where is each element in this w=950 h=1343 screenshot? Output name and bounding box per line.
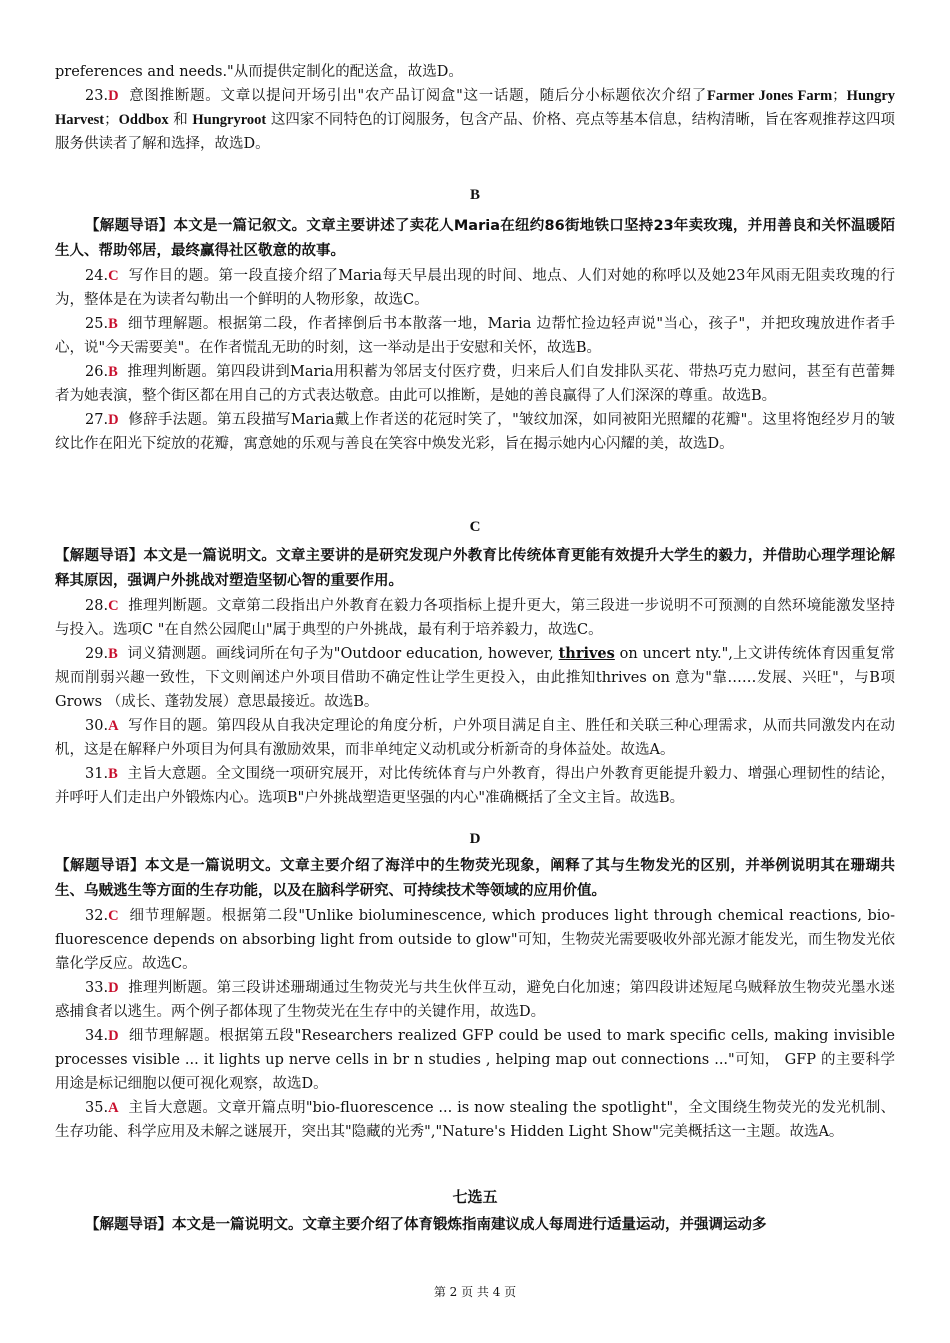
brand-name: Hungry Harvest [55,88,896,128]
answer-35 [55,1096,895,1144]
answer-33 [55,976,895,1024]
question-number: 31. [85,766,109,782]
answer-23 [55,84,895,156]
answer-section-d [55,827,895,1144]
answer-31 [55,762,895,810]
question-number: 28. [85,598,109,614]
section-guide: 【解题导语】本文是一篇记叙文。文章主要讲述了卖花人Maria在纽约86街地铁口坚持23年卖玫瑰，并用善良和关怀温暖陌生人、帮助邻居，最终赢得社区敬意的故事。 [55,218,895,259]
answer-section-a-end [55,60,895,156]
question-number: 35. [85,1100,109,1116]
separator: ； [832,88,847,104]
answer-section-seven-five [55,1186,895,1238]
separator: ； [104,112,119,128]
section-title: C [469,519,481,535]
answer-29 [55,642,895,714]
answer-section-c [55,515,895,810]
question-number: 26. [85,364,109,380]
answer-24 [55,264,895,312]
answer-letter: C [108,598,119,614]
answer-28 [55,594,895,642]
explanation-text: 写作目的题。第四段从自我决定理论的角度分析，户外项目满足自主、胜任和关联三种心理需求，从而共同激发内在动机，这是在解释户外项目为何具有激励效果，而非单纯定义动机或分析新奇的身体益处。故选A。 [55,718,895,758]
explanation-text: 意图推断题。文章以提问开场引出"农产品订阅盒"这一话题，随后分小标题依次介绍了 [129,88,707,104]
answer-letter: C [108,268,119,284]
answer-letter: B [108,316,118,332]
answer-letter: D [108,412,119,428]
explanation-text: 主旨大意题。文章开篇点明"bio-fluorescence ... is now stealing the spotlight"，全文围绕生物荧光的发光机制、生存功能、科学应用及未解之谜展开，突出其"隐藏的光秀","Nature's Hidden Light Show"完美概括这一主题。故选A。 [55,1100,896,1140]
section-title: 七选五 [452,1190,498,1206]
section-guide: 【解题导语】本文是一篇说明文。文章主要介绍了体育锻炼指南建议成人每周进行适量运动，并强调运动多 [85,1217,767,1233]
brand-name: Farmer Jones Farm [706,88,833,104]
continuation-line: preferences and needs."从而提供定制化的配送盒，故选D。 [55,64,463,80]
explanation-text: 推理判断题。第三段讲述珊瑚通过生物荧光与共生伙伴互动，避免白化加速；第四段讲述短尾乌贼释放生物荧光墨水迷惑捕食者以逃生。两个例子都体现了生物荧光在生存中的关键作用，故选D。 [55,980,895,1020]
question-number: 30. [85,718,109,734]
answer-34 [55,1024,895,1096]
question-number: 24. [85,268,109,284]
question-number: 34. [85,1028,109,1044]
answer-letter: A [108,1100,119,1116]
question-number: 27. [85,412,109,428]
explanation-text: 这四家不同特色的订阅服务，包含产品、价格、亮点等基本信息，结构清晰，旨在客观推荐这四项服务供读者了解和选择，故选D。 [55,112,895,152]
question-number: 33. [85,980,109,996]
question-number: 29. [85,646,109,662]
question-number: 32. [85,908,109,924]
explanation-text: 推理判断题。第四段讲到Maria用积蓄为邻居支付医疗费，归来后人们自发排队买花、带热巧克力慰问，甚至有芭蕾舞者为她表演，整个街区都在用自己的方式表达敬意。由此可以推断，是她的善良赢得了人们深深的尊重。故选B。 [55,364,896,404]
explanation-text: 细节理解题。根据第五段"Researchers realized GFP could be used to mark specific cells, making invisible processes visible ... it lights up nerve cells in br n studies , helping map out connections ..."可知， GFP 的主要科学用途是标记细胞以便可视化观察，故选D。 [55,1028,896,1092]
answer-letter: B [108,646,118,662]
question-number: 25. [85,316,109,332]
answer-letter: B [108,766,118,782]
answer-letter: D [108,88,119,104]
answer-27 [55,408,895,456]
section-guide: 【解题导语】本文是一篇说明文。文章主要讲的是研究发现户外教育比传统体育更能有效提升大学生的毅力，并借助心理学理论解释其原因，强调户外挑战对塑造坚韧心智的重要作用。 [55,548,895,589]
answer-30 [55,714,895,762]
explanation-text: 写作目的题。第一段直接介绍了Maria每天早晨出现的时间、地点、人们对她的称呼以及她23年风雨无阻卖玫瑰的行为，整体是在为读者勾勒出一个鲜明的人物形象，故选C。 [55,268,896,308]
explanation-text: 细节理解题。根据第二段，作者摔倒后书本散落一地，Maria 边帮忙捡边轻声说"当心，孩子"，并把玫瑰放进作者手心，说"今天需要美"。在作者慌乱无助的时刻，这一举动是出于安慰和关怀，故选B。 [55,316,896,356]
brand-name: Hungryroot [192,112,267,128]
answer-letter: A [108,718,119,734]
underlined-word: thrives [558,645,615,662]
section-title: D [469,831,481,847]
conjunction: 和 [168,112,193,128]
answer-25 [55,312,895,360]
question-number: 23. [85,88,109,104]
answer-letter: B [108,364,118,380]
explanation-text: on uncert nty.",上文讲传统体育因重复常规而削弱兴趣一致性，下文则阐述户外项目借助不确定性让学生更投入，由此推知thrives on 意为"靠……发展、兴旺"，与B项Grows （成长、蓬勃发展）意思最接近。故选B。 [55,646,895,710]
explanation-text: 主旨大意题。全文围绕一项研究展开，对比传统体育与户外教育，得出户外教育更能提升毅力、增强心理韧性的结论，并呼吁人们走出户外锻炼内心。选项B"户外挑战塑造更坚强的内心"准确概括了全文主旨。故选B。 [55,766,895,806]
answer-32 [55,904,895,976]
answer-letter: D [108,1028,119,1044]
explanation-text: 词义猜测题。画线词所在句子为"Outdoor education, however, [127,646,559,662]
answer-letter: C [108,908,119,924]
explanation-text: 细节理解题。根据第二段"Unlike bioluminescence, which produces light through chemical reactions, bio-fluorescence depends on absorbing light from outside to glow"可知，生物荧光需要吸收外部光源才能发光，而生物发光依靠化学反应。故选C。 [55,908,895,972]
explanation-text: 修辞手法题。第五段描写Maria戴上作者送的花冠时笑了，"皱纹加深，如同被阳光照耀的花瓣"。这里将饱经岁月的皱纹比作在阳光下绽放的花瓣，寓意她的乐观与善良在笑容中焕发光彩，旨在揭示她内心闪耀的美，故选D。 [55,412,895,452]
page-footer: 第 2 页 共 4 页 [433,1285,517,1299]
answer-letter: D [108,980,119,996]
section-title: B [469,187,480,203]
answer-26 [55,360,895,408]
explanation-text: 推理判断题。文章第二段指出户外教育在毅力各项指标上提升更大，第三段进一步说明不可预测的自然环境能激发坚持与投入。选项C "在自然公园爬山"属于典型的户外挑战，最有利于培养毅力，故选C。 [55,598,895,638]
section-guide: 【解题导语】本文是一篇说明文。文章主要介绍了海洋中的生物荧光现象，阐释了其与生物发光的区别，并举例说明其在珊瑚共生、乌贼逃生等方面的生存功能，以及在脑科学研究、可持续技术等领域的应用价值。 [55,858,895,899]
answer-section-b [55,183,895,456]
brand-name: Oddbox [118,112,169,128]
